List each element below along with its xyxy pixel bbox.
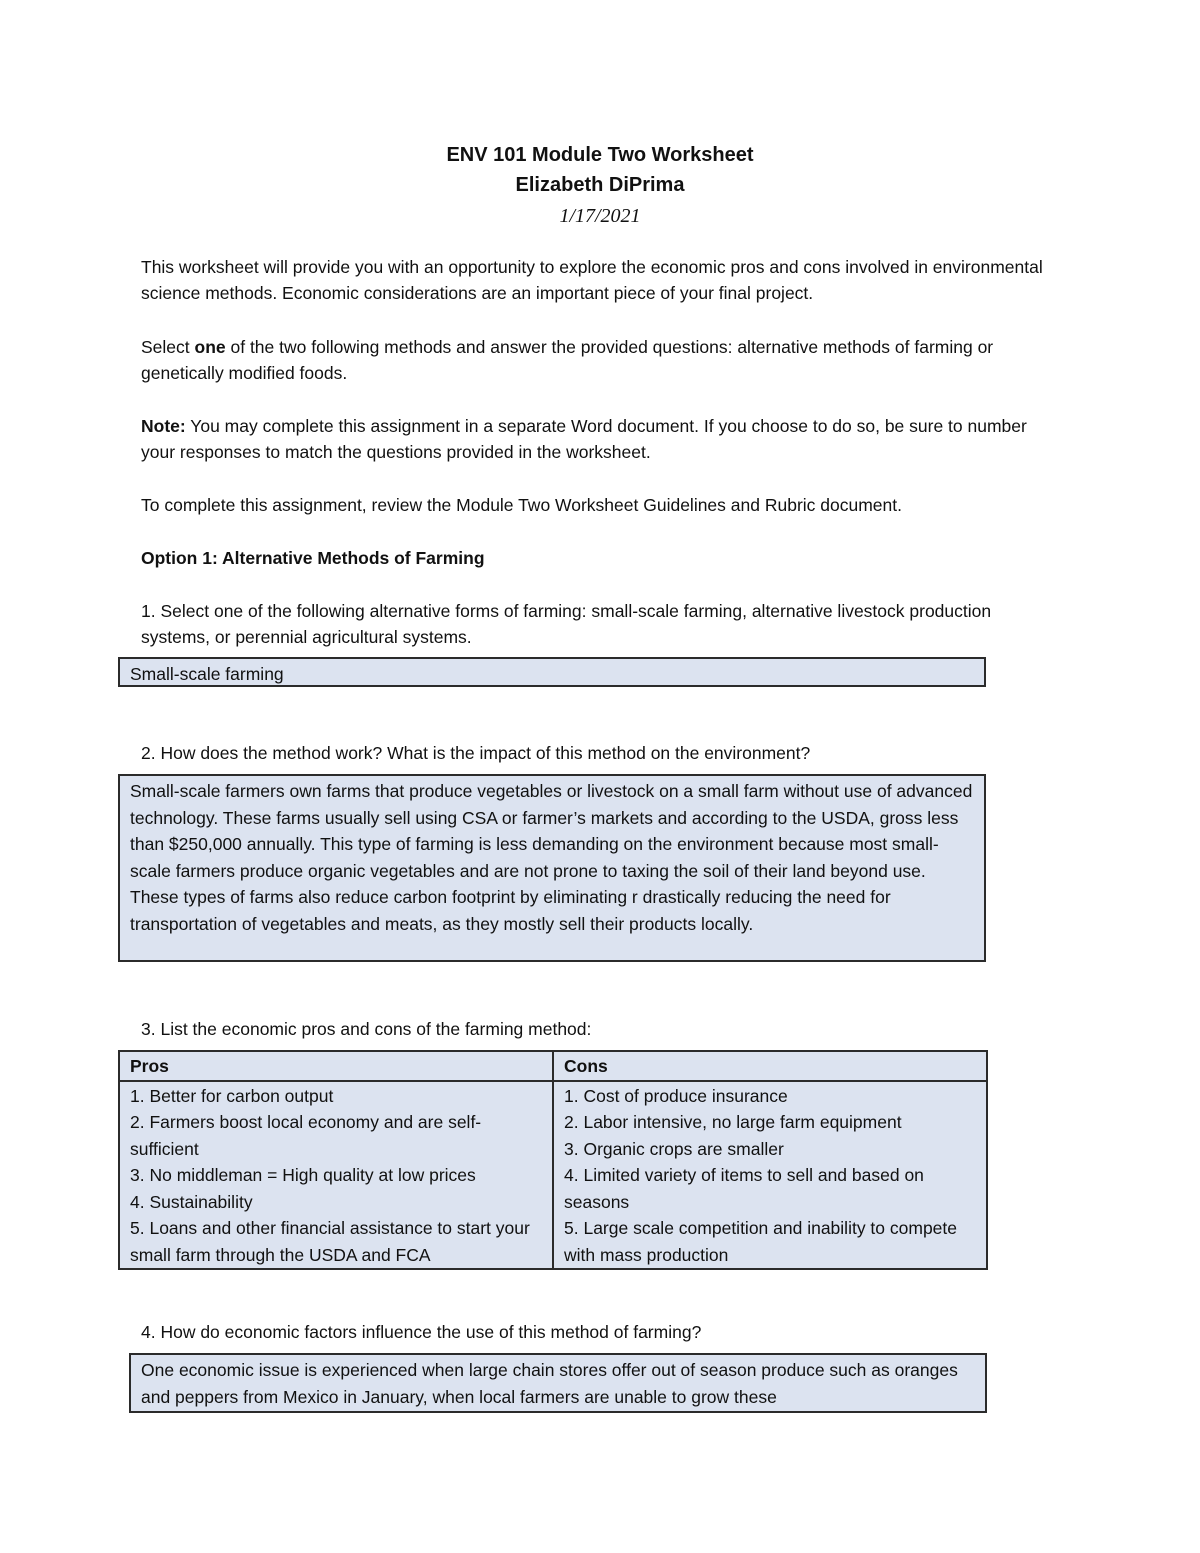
- document-title: ENV 101 Module Two Worksheet: [446, 144, 754, 166]
- cons-item: 2. Labor intensive, no large farm equipment: [564, 1112, 902, 1132]
- answer-4-box[interactable]: [129, 1353, 987, 1413]
- question-2: 2. How does the method work? What is the impact of this method on the environment?: [141, 743, 811, 763]
- answer-2-text: Small-scale farmers own farms that produce vegetables or livestock on a small farm without use of advanced technology. These farms usually sell using CSA or farmer’s markets and according to the USDA, gross less than $250,000 annually. This type of farming is less demanding on the environment because most small-scale farmers produce organic vegetables and are not prone to taxing the soil of their land beyond use. These types of farms also reduce carbon footprint by eliminating r drastically reducing the need for transportation of vegetables and meats, as they mostly sell their products locally.: [130, 781, 973, 934]
- answer-2-box[interactable]: [118, 774, 986, 962]
- note-paragraph: [141, 413, 1051, 465]
- pros-cons-header-row: [119, 1051, 987, 1081]
- answer-1-box[interactable]: [118, 657, 986, 687]
- answer-1-text: Small-scale farming: [130, 664, 284, 684]
- pros-cons-body-row: [119, 1081, 987, 1270]
- document-author: Elizabeth DiPrima: [515, 174, 685, 196]
- question-4: 4. How do economic factors influence the use of this method of farming?: [141, 1322, 702, 1342]
- select-suffix: of the two following methods and answer the provided questions: alternative methods of farming or genetically modified foods.: [141, 337, 994, 383]
- answer-4-text: One economic issue is experienced when large chain stores offer out of season produce such as oranges and peppers from Mexico in January, when local farmers are unable to grow these: [141, 1360, 958, 1407]
- cons-item: 1. Cost of produce insurance: [564, 1085, 788, 1106]
- question-3: 3. List the economic pros and cons of the farming method:: [141, 1019, 592, 1039]
- cons-item: 3. Organic crops are smaller: [564, 1138, 784, 1159]
- intro-paragraph: This worksheet will provide you with an opportunity to explore the economic pros and cons involved in environmental science methods. Economic considerations are an important piece of your final project.: [141, 257, 1043, 303]
- select-one-emphasis: one: [194, 337, 226, 357]
- cons-item: 4. Limited variety of items to sell and based on seasons: [564, 1165, 924, 1212]
- rubric-paragraph: To complete this assignment, review the Module Two Worksheet Guidelines and Rubric document.: [141, 495, 902, 515]
- pros-item: 1. Better for carbon output: [130, 1085, 334, 1106]
- document-date: 1/17/2021: [559, 205, 641, 227]
- pros-header: Pros: [119, 1051, 553, 1081]
- note-text: You may complete this assignment in a separate Word document. If you choose to do so, be sure to number your responses to match the questions provided in the worksheet.: [141, 416, 1027, 462]
- document-header: [0, 140, 1200, 232]
- cons-cell[interactable]: [553, 1081, 987, 1270]
- cons-item: 5. Large scale competition and inability to compete with mass production: [564, 1218, 958, 1265]
- pros-item: 3. No middleman = High quality at low prices: [130, 1165, 476, 1185]
- pros-cons-table: [118, 1050, 988, 1270]
- pros-cell[interactable]: [119, 1081, 553, 1270]
- pros-item: 5. Loans and other financial assistance to start your small farm through the USDA and FCA: [130, 1218, 530, 1265]
- option-heading: Option 1: Alternative Methods of Farming: [141, 548, 485, 568]
- note-label: Note:: [141, 416, 186, 436]
- pros-item: 4. Sustainability: [130, 1191, 253, 1212]
- select-prefix: Select: [141, 337, 195, 357]
- pros-item: 2. Farmers boost local economy and are self-sufficient: [130, 1112, 482, 1159]
- select-instruction: [141, 334, 1051, 386]
- cons-header: Cons: [553, 1051, 987, 1081]
- question-1: 1. Select one of the following alternative forms of farming: small-scale farming, alternative livestock production systems, or perennial agricultural systems.: [141, 601, 992, 647]
